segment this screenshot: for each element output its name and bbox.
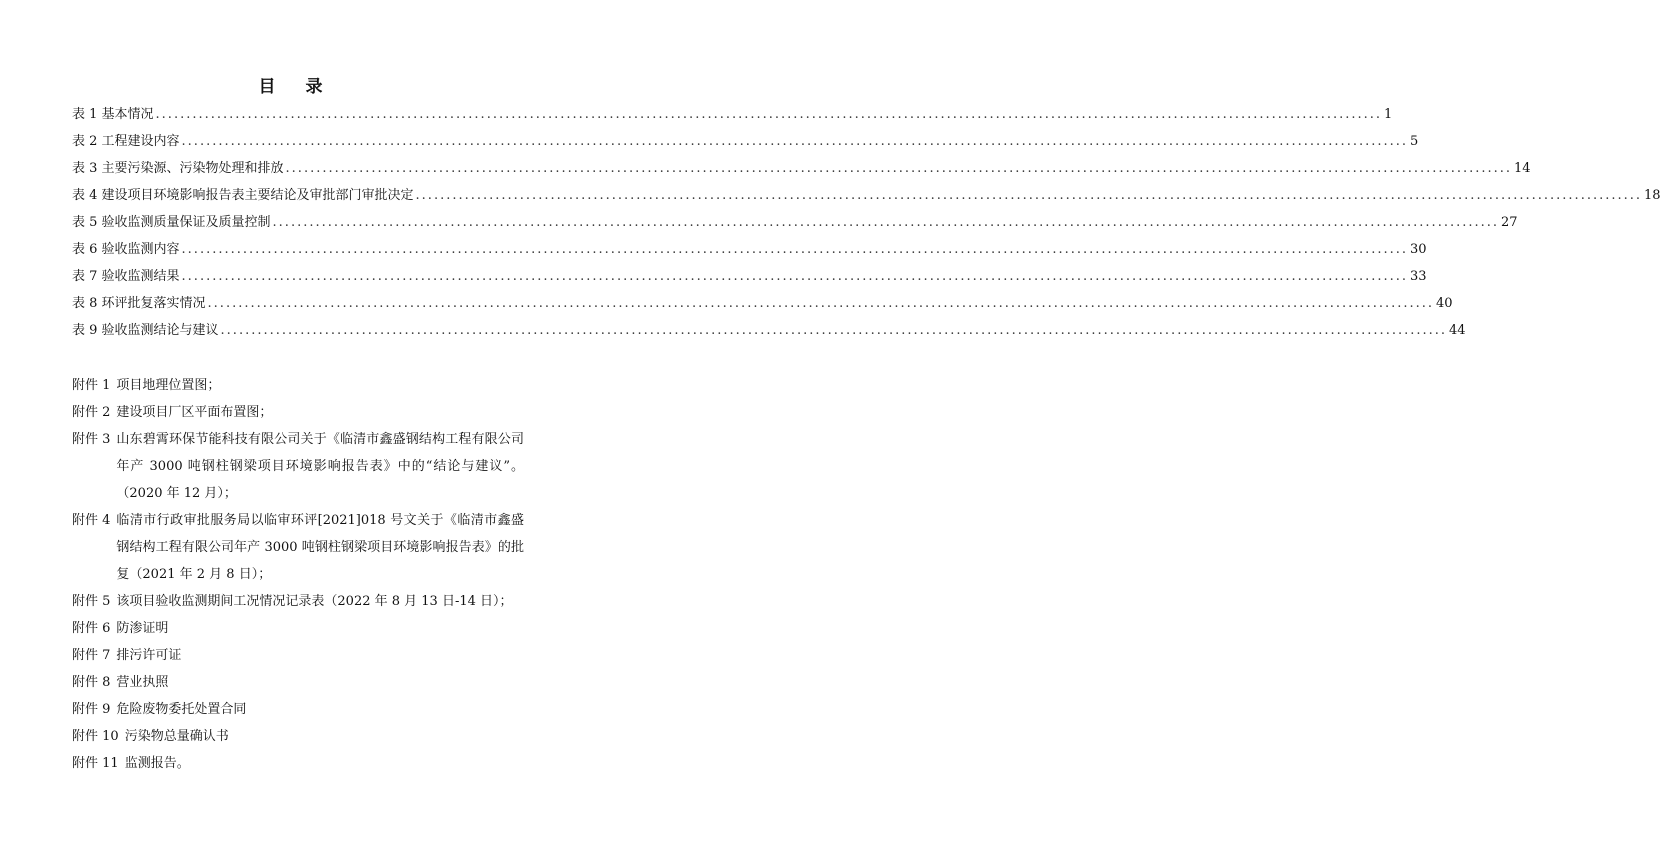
toc-entry-label: 表 9 验收监测结论与建议: [72, 323, 219, 338]
attachment-item: [72, 750, 524, 777]
toc-entry-label: 表 4 建设项目环境影响报告表主要结论及审批部门审批决定: [72, 188, 414, 203]
toc-entry[interactable]: [72, 128, 1419, 155]
dot-leader: ........................................................................................................................................................................................................: [415, 188, 1643, 203]
toc-entry-page: 5: [1410, 134, 1419, 149]
attachment-text: 危险废物委托处置合同: [116, 702, 247, 717]
attachment-text: 临清市行政审批服务局以临审环评[2021]018 号文关于《临清市鑫盛钢结构工程有限公司年产 3000 吨钢柱钢梁项目环境影响报告表》的批复（2021 年 2 月 8 日）；: [116, 513, 524, 582]
toc-entry[interactable]: [72, 236, 1427, 263]
attachment-item: [72, 696, 524, 723]
attachment-text: 项目地理位置图；: [116, 378, 221, 393]
toc-entry-label: 表 3 主要污染源、污染物处理和排放: [72, 161, 284, 176]
attachment-number: 附件 4: [72, 513, 111, 528]
attachment-number: 附件 9: [72, 702, 111, 717]
dot-leader: ........................................................................................................................................................................................................: [220, 323, 1448, 338]
toc-entry[interactable]: [72, 263, 1427, 290]
toc-entry-page: 14: [1514, 161, 1531, 176]
toc-entry-label: 表 7 验收监测结果: [72, 269, 180, 284]
dot-leader: ........................................................................................................................................................................................................: [181, 269, 1409, 284]
toc-entry-label: 表 2 工程建设内容: [72, 134, 180, 149]
toc-entry[interactable]: [72, 290, 1453, 317]
toc-entry[interactable]: [72, 101, 1393, 128]
dot-leader: ........................................................................................................................................................................................................: [181, 134, 1409, 149]
toc-entry-label: 表 1 基本情况: [72, 107, 154, 122]
table-of-contents: [72, 101, 1661, 344]
toc-entry-page: 27: [1501, 215, 1518, 230]
attachment-number: 附件 11: [72, 756, 119, 771]
attachment-text: 监测报告。: [124, 756, 190, 771]
attachment-item: [72, 669, 524, 696]
attachment-number: 附件 10: [72, 729, 119, 744]
attachment-text: 该项目验收监测期间工况情况记录表（2022 年 8 月 13 日-14 日）；: [116, 594, 513, 609]
attachment-number: 附件 8: [72, 675, 111, 690]
attachment-number: 附件 5: [72, 594, 111, 609]
attachment-text: 污染物总量确认书: [124, 729, 229, 744]
attachment-item: [72, 723, 524, 750]
attachment-text: 建设项目厂区平面布置图；: [116, 405, 273, 420]
attachment-text: 山东碧霄环保节能科技有限公司关于《临清市鑫盛钢结构工程有限公司年产 3000 吨钢柱钢梁项目环境影响报告表》中的“结论与建议”。（2020 年 12 月）；: [116, 432, 524, 501]
toc-entry-page: 44: [1449, 323, 1466, 338]
toc-entry[interactable]: [72, 182, 1661, 209]
dot-leader: ........................................................................................................................................................................................................: [181, 242, 1409, 257]
attachment-item: [72, 642, 524, 669]
attachment-number: 附件 1: [72, 378, 111, 393]
attachment-item: [72, 426, 524, 507]
toc-entry[interactable]: [72, 209, 1518, 236]
toc-entry-page: 18: [1644, 188, 1661, 203]
toc-entry-page: 40: [1436, 296, 1453, 311]
attachment-item: [72, 588, 524, 615]
attachment-text: 营业执照: [116, 675, 169, 690]
attachment-list: [72, 372, 524, 777]
attachment-number: 附件 2: [72, 405, 111, 420]
attachment-text: 排污许可证: [116, 648, 182, 663]
dot-leader: ........................................................................................................................................................................................................: [155, 107, 1383, 122]
toc-entry-page: 33: [1410, 269, 1427, 284]
attachment-number: 附件 3: [72, 432, 111, 447]
dot-leader: ........................................................................................................................................................................................................: [207, 296, 1435, 311]
attachment-text: 防渗证明: [116, 621, 169, 636]
toc-entry[interactable]: [72, 317, 1466, 344]
attachment-item: [72, 615, 524, 642]
dot-leader: ........................................................................................................................................................................................................: [285, 161, 1513, 176]
toc-entry-label: 表 8 环评批复落实情况: [72, 296, 206, 311]
toc-entry-page: 30: [1410, 242, 1427, 257]
toc-entry[interactable]: [72, 155, 1531, 182]
toc-entry-page: 1: [1384, 107, 1393, 122]
attachment-item: [72, 372, 524, 399]
page-title: 目 录: [258, 77, 335, 97]
attachment-number: 附件 7: [72, 648, 111, 663]
toc-entry-label: 表 6 验收监测内容: [72, 242, 180, 257]
attachment-item: [72, 399, 524, 426]
attachment-item: [72, 507, 524, 588]
toc-entry-label: 表 5 验收监测质量保证及质量控制: [72, 215, 271, 230]
attachment-number: 附件 6: [72, 621, 111, 636]
dot-leader: ........................................................................................................................................................................................................: [272, 215, 1500, 230]
